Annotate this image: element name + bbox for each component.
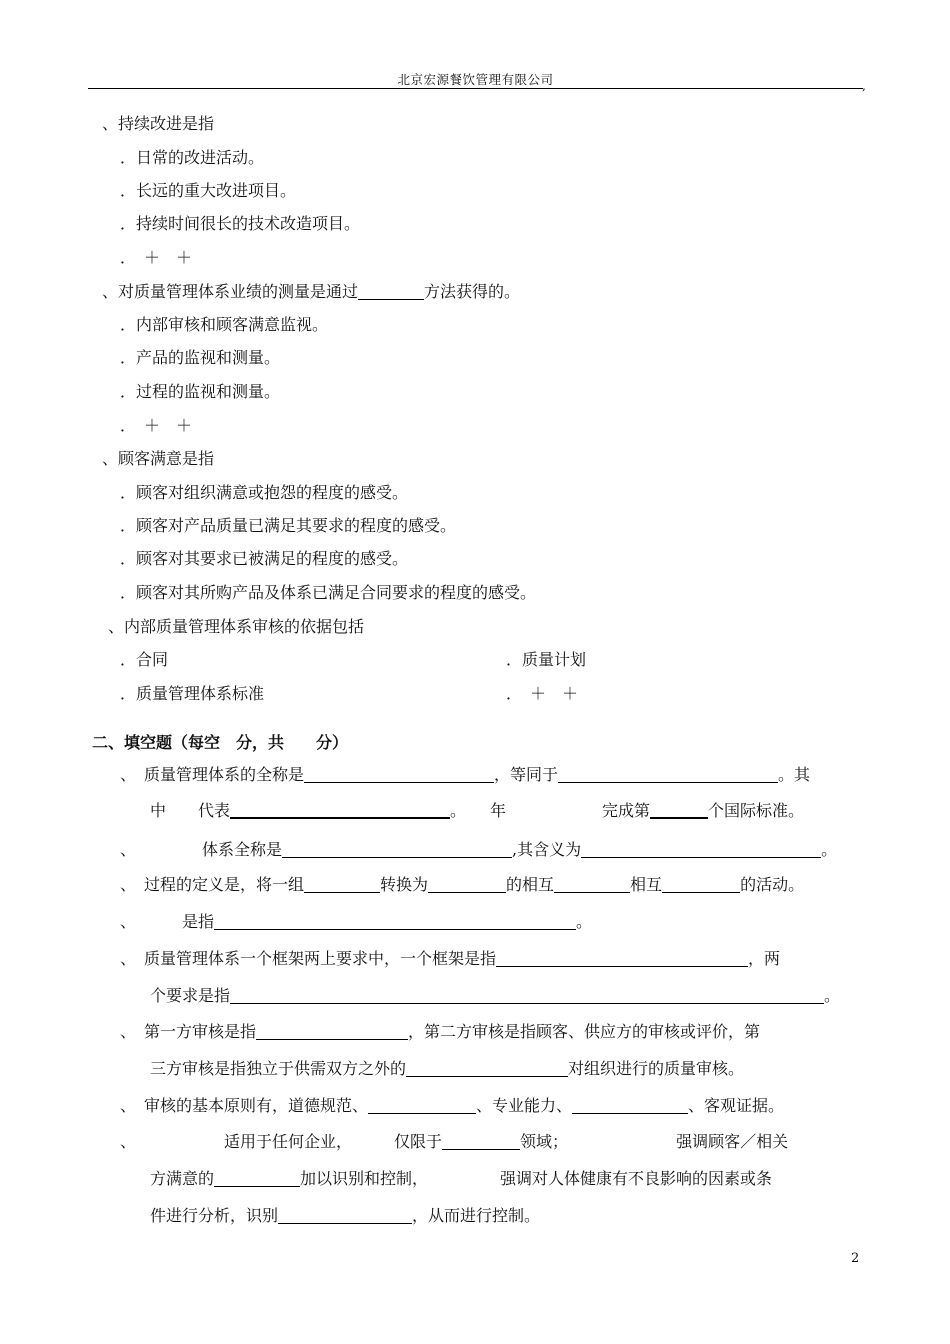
- header-rule: [88, 88, 863, 89]
- fill-q1-text-a: 、 质量管理体系的全称是: [120, 765, 305, 784]
- mc-q2-stem: [102, 282, 520, 302]
- fill-q8-text-j: ，从而进行控制。: [412, 1206, 541, 1225]
- fill-q2-text-a: 、: [120, 840, 137, 859]
- fill-q8-blank-2: [214, 1170, 300, 1187]
- fill-q6-line1: [120, 1022, 760, 1042]
- fill-q8-text-b: 适用于任何企业，: [224, 1132, 353, 1151]
- fill-q8-text-a: 、: [120, 1132, 137, 1151]
- fill-q7-line: [120, 1096, 784, 1116]
- fill-q3-text-b: 转换为: [380, 875, 429, 894]
- mc-q3-option-c: ．顾客对其要求已被满足的程度的感受。: [120, 549, 409, 568]
- fill-q1-line1: [120, 765, 810, 785]
- mc-q4-option-a: ．合同: [120, 650, 169, 669]
- fill-q3-text-a: 、 过程的定义是，将一组: [120, 875, 305, 894]
- mc-q1-option-a: ．日常的改进活动。: [120, 148, 265, 167]
- fill-q5-text-a: 、 质量管理体系一个框架两上要求中，一个框架是指: [120, 949, 497, 968]
- mc-q3-stem: 、顾客满意是指: [102, 449, 215, 468]
- fill-q1-text-c: 。其: [778, 765, 811, 784]
- fill-q6-blank-2: [406, 1060, 568, 1077]
- mc-q2-stem-b: 方法获得的。: [424, 282, 521, 301]
- fill-q8-text-c: 仅限于: [394, 1132, 443, 1151]
- fill-q8-line3: [150, 1206, 540, 1226]
- page-number: 2: [851, 1251, 860, 1266]
- mc-q1-option-d: ． ＋ ＋: [120, 248, 193, 267]
- fill-q8-blank-3: [278, 1207, 412, 1224]
- fill-q4-text-a: 、: [120, 912, 137, 931]
- mc-q4-stem: 、内部质量管理体系审核的依据包括: [108, 617, 365, 636]
- fill-q6-text-d: 对组织进行的质量审核。: [568, 1059, 745, 1078]
- fill-q7-blank-2: [572, 1097, 688, 1114]
- fill-q1-blank-4: [650, 801, 708, 819]
- fill-q1-blank-3: [230, 801, 450, 819]
- mc-q2-option-b: ．产品的监视和测量。: [120, 348, 281, 367]
- fill-q3-blank-1: [304, 876, 380, 893]
- fill-q2-blank-1: [282, 841, 512, 858]
- fill-q2-text-c: ,其含义为: [512, 840, 582, 859]
- fill-q5-blank-2: [230, 987, 824, 1004]
- fill-q5-line1: [120, 949, 780, 969]
- fill-q7-blank-1: [368, 1097, 476, 1114]
- mc-q2-option-a: ．内部审核和顾客满意监视。: [120, 315, 329, 334]
- fill-q8-line1: [120, 1132, 788, 1152]
- fill-q3-text-e: 的活动。: [740, 875, 805, 894]
- fill-q8-text-e: 强调顾客／相关: [676, 1132, 789, 1151]
- mc-q1-option-c: ．持续时间很长的技术改造项目。: [120, 214, 361, 233]
- fill-q5-text-c: 个要求是指: [150, 986, 231, 1005]
- fill-q7-text-b: 、专业能力、: [476, 1096, 573, 1115]
- fill-q8-text-i: 件进行分析，识别: [150, 1206, 279, 1225]
- fill-q1-text-g: 个国际标准。: [708, 801, 805, 820]
- fill-q3-text-c: 的相互: [506, 875, 555, 894]
- fill-q1-text-f: 完成第: [602, 801, 651, 820]
- mc-q2-stem-a: 、对质量管理体系业绩的测量是通过: [102, 282, 359, 301]
- fill-q6-text-c: 三方审核是指独立于供需双方之外的: [150, 1059, 407, 1078]
- fill-q3-blank-4: [662, 876, 740, 893]
- fill-q8-blank-1: [442, 1133, 520, 1150]
- fill-q5-text-d: 。: [824, 986, 841, 1005]
- mc-q1-stem: 、持续改进是指: [102, 114, 215, 133]
- fill-q8-text-g: 加以识别和控制，: [300, 1169, 429, 1188]
- fill-q5-line2: [150, 986, 840, 1006]
- fill-q4-text-b: 是指: [182, 912, 215, 931]
- fill-q8-text-d: 领域；: [520, 1132, 569, 1151]
- mc-q3-option-a: ．顾客对组织满意或抱怨的程度的感受。: [120, 483, 409, 502]
- fill-q2-line: [120, 840, 837, 860]
- fill-q1-text-d: 中 代表: [150, 801, 231, 820]
- fill-q5-blank-1: [496, 950, 748, 967]
- fill-q2-text-d: 。: [821, 840, 838, 859]
- fill-q3-line: [120, 875, 804, 895]
- fill-q1-line2: [150, 801, 804, 821]
- fill-q7-text-a: 、 审核的基本原则有，道德规范、: [120, 1096, 369, 1115]
- mc-q3-option-b: ．顾客对产品质量已满足其要求的程度的感受。: [120, 516, 457, 535]
- fill-q2-text-b: 体系全称是: [202, 840, 283, 859]
- fill-q3-blank-3: [554, 876, 630, 893]
- fill-q7-text-c: 、客观证据。: [688, 1096, 785, 1115]
- fill-q2-blank-2: [581, 841, 821, 858]
- fill-q8-line2: [150, 1169, 772, 1189]
- page-header-title: 北京宏源餐饮管理有限公司: [397, 72, 554, 87]
- mc-q2-option-d: ． ＋ ＋: [120, 416, 193, 435]
- fill-q5-text-b: ，两: [748, 949, 781, 968]
- fill-q4-blank: [214, 913, 576, 930]
- fill-q8-text-h: 强调对人体健康有不良影响的因素或条: [500, 1169, 773, 1188]
- fill-q4-text-c: 。: [576, 912, 593, 931]
- mc-q3-option-d: ．顾客对其所购产品及体系已满足合同要求的程度的感受。: [120, 583, 537, 602]
- fill-q8-text-f: 方满意的: [150, 1169, 215, 1188]
- fill-q1-blank-2: [558, 766, 778, 783]
- mc-q2-blank: [358, 283, 424, 300]
- mc-q4-option-c: ．质量管理体系标准: [120, 684, 265, 703]
- fill-q3-text-d: 相互: [630, 875, 663, 894]
- mc-q4-option-b: ．质量计划: [506, 650, 587, 669]
- mc-q2-option-c: ．过程的监视和测量。: [120, 382, 281, 401]
- fill-q1-text-e: 。 年: [450, 801, 507, 820]
- mc-q1-option-b: ．长远的重大改进项目。: [120, 181, 297, 200]
- section-title-fill-in: 二、填空题（每空 分，共 分）: [92, 733, 349, 752]
- fill-q6-text-b: ，第二方审核是指顾客、供应方的审核或评价，第: [408, 1022, 761, 1041]
- fill-q6-blank-1: [256, 1023, 408, 1040]
- fill-q6-text-a: 、 第一方审核是指: [120, 1022, 257, 1041]
- mc-q4-option-d: ． ＋ ＋: [506, 684, 579, 703]
- fill-q6-line2: [150, 1059, 744, 1079]
- fill-q1-text-b: ，等同于: [494, 765, 559, 784]
- fill-q1-blank-1: [304, 766, 494, 783]
- fill-q4-line: [120, 912, 592, 932]
- header-mark: ,: [862, 79, 866, 93]
- fill-q3-blank-2: [428, 876, 506, 893]
